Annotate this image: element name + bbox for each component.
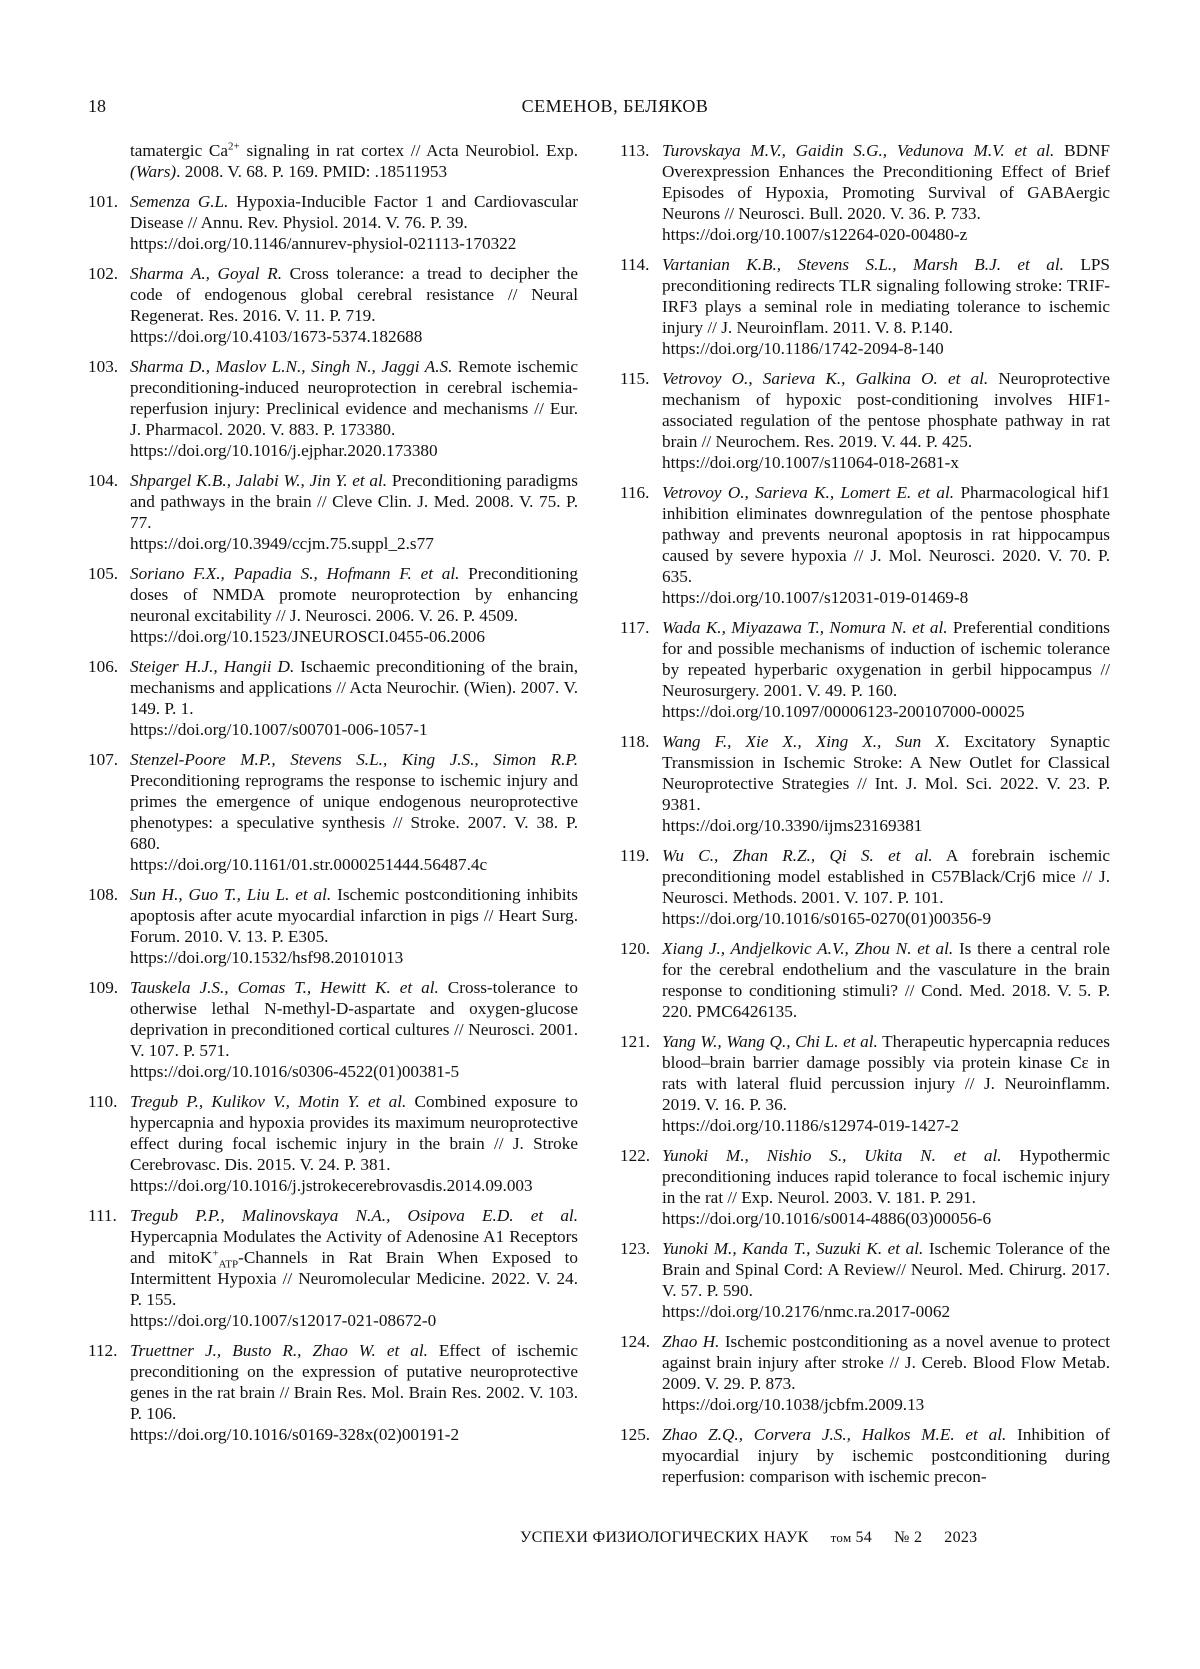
- ref-doi-link[interactable]: https://doi.org/10.1532/hsf98.20101013: [130, 948, 404, 967]
- reference-item: [88, 749, 578, 875]
- ref-number: 110.: [88, 1092, 118, 1111]
- ref-text: A forebrain ischemic preconditioning model established in C57Black/Crj6 mice // J. Neurosci. Methods. 2001. V. 107. P. 101.: [662, 846, 1110, 907]
- reference-item: [88, 191, 578, 254]
- ref-text: Ischaemic preconditioning of the brain, mechanisms and applications // Acta Neurochir. (Wien). 2007. V. 149. P. 1.: [130, 657, 578, 718]
- ref-doi-link[interactable]: https://doi.org/10.1016/s0306-4522(01)00381-5: [130, 1062, 460, 1081]
- ref-text: Pharmacological hif1 inhibition eliminates downregulation of the pentose phosphate pathway and prevents neuronal apoptosis in rat hippocampus caused by severe hypoxia // J. Mol. Neurosci. 2020. V. 70. P. 635.: [662, 483, 1110, 586]
- ref-number: 115.: [620, 369, 650, 388]
- reference-item: [620, 938, 1110, 1022]
- reference-item: [620, 1238, 1110, 1322]
- ref-number: 118.: [620, 732, 650, 751]
- ref-authors: Stenzel-Poore M.P., Stevens S.L., King J.S., Simon R.P.: [130, 750, 578, 769]
- reference-item: [620, 254, 1110, 359]
- ref-doi-link[interactable]: https://doi.org/10.1007/s12031-019-01469-8: [662, 588, 969, 607]
- ref-number: 109.: [88, 978, 119, 997]
- ref-authors: Sharma D., Maslov L.N., Singh N., Jaggi A.S.: [130, 357, 453, 376]
- ref-authors: Wu C., Zhan R.Z., Qi S. et al.: [662, 846, 933, 865]
- footer-volume: 54: [855, 1529, 873, 1546]
- ref-number: 119.: [620, 846, 650, 865]
- ref-doi-link[interactable]: https://doi.org/10.1007/s12264-020-00480-z: [662, 225, 968, 244]
- footer-issue: № 2: [894, 1529, 923, 1546]
- ref-doi-link[interactable]: https://doi.org/10.1038/jcbfm.2009.13: [662, 1395, 925, 1414]
- right-column: [620, 140, 1110, 1496]
- ref-text: Hypothermic preconditioning induces rapid tolerance to focal ischemic injury in the rat // Exp. Neurol. 2003. V. 181. P. 291.: [662, 1146, 1110, 1207]
- ref-number: 124.: [620, 1332, 651, 1351]
- reference-item: [88, 1205, 578, 1331]
- ref-doi-link[interactable]: https://doi.org/10.1007/s11064-018-2681-x: [662, 453, 959, 472]
- ref-text: Preconditioning paradigms and pathways in the brain // Cleve Clin. J. Med. 2008. V. 75. P. 77.: [130, 471, 578, 532]
- ref-text: Excitatory Synaptic Transmission in Ischemic Stroke: A New Outlet for Classical Neuroprotective Strategies // Int. J. Mol. Sci. 2022. V. 23. P. 9381.: [662, 732, 1110, 814]
- ref-number: 125.: [620, 1425, 651, 1444]
- ref-text: Hypercapnia Modulates the Activity of Adenosine A1 Receptors and mitoK: [130, 1227, 578, 1267]
- ref-doi-link[interactable]: https://doi.org/10.3949/ccjm.75.suppl_2.s77: [130, 534, 434, 553]
- ref-text: Effect of ischemic preconditioning on the expression of putative neuroprotective genes in the rat brain // Brain Res. Mol. Brain Res. 2002. V. 103. P. 106.: [130, 1341, 578, 1423]
- footer-journal: УСПЕХИ ФИЗИОЛОГИЧЕСКИХ НАУК: [520, 1529, 809, 1546]
- ref-doi-link[interactable]: https://doi.org/10.1097/00006123-200107000-00025: [662, 702, 1025, 721]
- reference-item: [88, 884, 578, 968]
- ref-text: -Channels in Rat Brain When Exposed to Intermittent Hypoxia // Neuromolecular Medicine. 2022. V. 24. P. 155.: [130, 1248, 578, 1309]
- reference-item: [88, 356, 578, 461]
- ref-text: LPS preconditioning redirects TLR signaling following stroke: TRIF-IRF3 plays a seminal role in mediating tolerance to ischemic injury // J. Neuroinflam. 2011. V. 8. P.140.: [662, 255, 1110, 337]
- ref-authors: Tauskela J.S., Comas T., Hewitt K. et al.: [130, 978, 439, 997]
- ref-text: Is there a central role for the cerebral endothelium and the vasculature in the brain response to conditioning stimuli? // Cond. Med. 2018. V. 5. P. 220. PMC6426135.: [662, 939, 1110, 1021]
- ref-text: Remote ischemic preconditioning-induced neuroprotection in cerebral ischemia-reperfusion injury: Preclinical evidence and mechanisms // Eur. J. Pharmacol. 2020. V. 883. P. 173380.: [130, 357, 578, 439]
- ref-number: 116.: [620, 483, 650, 502]
- ref-authors: Turovskaya M.V., Gaidin S.G., Vedunova M.V. et al.: [662, 141, 1055, 160]
- reference-item: [88, 470, 578, 554]
- ref-text: BDNF Overexpression Enhances the Preconditioning Effect of Brief Episodes of Hypoxia, Promoting Survival of GABAergic Neurons // Neurosci. Bull. 2020. V. 36. P. 733.: [662, 141, 1110, 223]
- ref-text: Preferential conditions for and possible mechanisms of induction of ischemic tolerance by repeated hyperbaric oxygenation in gerbil hippocampus // Neurosurgery. 2001. V. 49. P. 160.: [662, 618, 1110, 700]
- reference-item: [620, 1031, 1110, 1136]
- reference-item: [620, 731, 1110, 836]
- ref-doi-link[interactable]: https://doi.org/10.1007/s00701-006-1057-1: [130, 720, 428, 739]
- page-number: 18: [88, 96, 106, 116]
- ref-number: 120.: [620, 939, 651, 958]
- ref-authors: Yunoki M., Nishio S., Ukita N. et al.: [662, 1146, 1002, 1165]
- ref-doi-link[interactable]: https://doi.org/10.2176/nmc.ra.2017-0062: [662, 1302, 951, 1321]
- ref-number: 103.: [88, 357, 119, 376]
- left-column: [88, 140, 578, 1454]
- ref-text: Combined exposure to hypercapnia and hypoxia provides its maximum neuroprotective effect during focal ischemic injury in the brain // J. Stroke Cerebrovasc. Dis. 2015. V. 24. P. 381.: [130, 1092, 578, 1174]
- ref-authors: Wang F., Xie X., Xing X., Sun X.: [662, 732, 951, 751]
- ref-authors: Vetrovoy O., Sarieva K., Galkina O. et al.: [662, 369, 989, 388]
- ref-authors: Tregub P., Kulikov V., Motin Y. et al.: [130, 1092, 407, 1111]
- ref-text: Ischemic postconditioning as a novel avenue to protect against brain injury after stroke // J. Cereb. Blood Flow Metab. 2009. V. 29. P. 873.: [662, 1332, 1110, 1393]
- ref-text: Neuroprotective mechanism of hypoxic post-conditioning involves HIF1-associated regulation of the pentose phosphate pathway in rat brain // Neurochem. Res. 2019. V. 44. P. 425.: [662, 369, 1110, 451]
- ref-text: signaling in rat cortex // Acta Neurobiol. Exp.: [239, 141, 578, 160]
- ref-doi-link[interactable]: https://doi.org/10.1016/s0169-328x(02)00191-2: [130, 1425, 460, 1444]
- reference-item: [620, 368, 1110, 473]
- ref-authors: Shpargel K.B., Jalabi W., Jin Y. et al.: [130, 471, 388, 490]
- ref-number: 107.: [88, 750, 119, 769]
- ref-authors: Soriano F.X., Papadia S., Hofmann F. et al.: [130, 564, 460, 583]
- ref-text: Cross tolerance: a tread to decipher the code of endogenous global cerebral resistance // Neural Regenerat. Res. 2016. V. 11. P. 719.: [130, 264, 578, 325]
- ref-doi-link[interactable]: https://doi.org/10.1146/annurev-physiol-021113-170322: [130, 234, 517, 253]
- reference-item: [620, 1424, 1110, 1487]
- ref-doi-link[interactable]: https://doi.org/10.1523/JNEUROSCI.0455-06.2006: [130, 627, 485, 646]
- subscript: ATP: [218, 1258, 239, 1271]
- reference-item: [88, 1340, 578, 1445]
- reference-item: [620, 845, 1110, 929]
- ref-number: 106.: [88, 657, 119, 676]
- ref-text: tamatergic Ca: [130, 141, 229, 160]
- ref-authors: Zhao Z.Q., Corvera J.S., Halkos M.E. et al.: [662, 1425, 1007, 1444]
- ref-number: 111.: [88, 1206, 117, 1225]
- superscript: +: [212, 1247, 219, 1260]
- reference-continued: [88, 140, 578, 182]
- ref-authors: Vetrovoy O., Sarieva K., Lomert E. et al.: [662, 483, 955, 502]
- ref-number: 123.: [620, 1239, 651, 1258]
- ref-authors: Sun H., Guo T., Liu L. et al.: [130, 885, 332, 904]
- ref-text: Inhibition of myocardial injury by ischemic postconditioning during reperfusion: comparison with ischemic precon-: [662, 1425, 1110, 1486]
- ref-authors: Sharma A., Goyal R.: [130, 264, 283, 283]
- ref-authors: Wada K., Miyazawa T., Nomura N. et al.: [662, 618, 948, 637]
- ref-text: Ischemic postconditioning inhibits apoptosis after acute myocardial infarction in pigs // Heart Surg. Forum. 2010. V. 13. P. E305.: [130, 885, 578, 946]
- ref-authors: Steiger H.J., Hangii D.: [130, 657, 295, 676]
- ref-text: Preconditioning doses of NMDA promote neuroprotection by enhancing neuronal excitability // J. Neurosci. 2006. V. 26. P. 4509.: [130, 564, 578, 625]
- running-title: СЕМЕНОВ, БЕЛЯКОВ: [521, 96, 709, 116]
- reference-item: [88, 977, 578, 1082]
- reference-item: [620, 1331, 1110, 1415]
- ref-text: Ischemic Tolerance of the Brain and Spinal Cord: A Review// Neurol. Med. Chirurg. 2017. V. 57. P. 590.: [662, 1239, 1111, 1300]
- reference-item: [88, 1091, 578, 1196]
- ref-number: 105.: [88, 564, 119, 583]
- ref-authors: Vartanian K.B., Stevens S.L., Marsh B.J. et al.: [662, 255, 1064, 274]
- ref-doi-link[interactable]: https://doi.org/10.3390/ijms23169381: [662, 816, 923, 835]
- reference-item: [88, 263, 578, 347]
- ref-text: Preconditioning reprograms the response to ischemic injury and primes the emergence of unique endogenous neuroprotective phenotypes: a speculative synthesis // Stroke. 2007. V. 38. P. 680.: [130, 771, 578, 853]
- ref-number: 102.: [88, 264, 119, 283]
- ref-text: Therapeutic hypercapnia reduces blood–brain barrier damage possibly via protein kinase Cε in rats with lateral fluid percussion injury // J. Neuroinflamm. 2019. V. 16. P. 36.: [662, 1032, 1110, 1114]
- ref-number: 122.: [620, 1146, 651, 1165]
- ref-number: 117.: [620, 618, 650, 637]
- ref-number: 108.: [88, 885, 119, 904]
- ref-authors: Xiang J., Andjelkovic A.V., Zhou N. et al.: [662, 939, 954, 958]
- reference-item: [620, 482, 1110, 608]
- ref-doi-link[interactable]: https://doi.org/10.1016/s0165-0270(01)00356-9: [662, 909, 992, 928]
- ref-number: 112.: [88, 1341, 118, 1360]
- ref-journal-italic: (Wars): [130, 162, 177, 181]
- ref-text: Cross-tolerance to otherwise lethal N-methyl-D-aspartate and oxygen-glucose deprivation in preconditioned cortical cultures // Neurosci. 2001. V. 107. P. 571.: [130, 978, 578, 1060]
- reference-item: [620, 617, 1110, 722]
- ref-number: 113.: [620, 141, 650, 160]
- ref-doi-link[interactable]: https://doi.org/10.4103/1673-5374.182688: [130, 327, 423, 346]
- ref-doi-link[interactable]: https://doi.org/10.1186/1742-2094-8-140: [662, 339, 944, 358]
- ref-authors: Tregub P.P., Malinovskaya N.A., Osipova E.D. et al.: [130, 1206, 578, 1225]
- ref-authors: Yang W., Wang Q., Chi L. et al.: [662, 1032, 878, 1051]
- reference-item: [620, 140, 1110, 245]
- journal-footer: [520, 1529, 977, 1547]
- reference-item: [88, 656, 578, 740]
- footer-year: 2023: [944, 1529, 978, 1546]
- reference-item: [88, 563, 578, 647]
- ref-number: 101.: [88, 192, 119, 211]
- ref-number: 104.: [88, 471, 119, 490]
- ref-authors: Semenza G.L.: [130, 192, 229, 211]
- ref-authors: Yunoki M., Kanda T., Suzuki K. et al.: [662, 1239, 924, 1258]
- ref-authors: Truettner J., Busto R., Zhao W. et al.: [130, 1341, 428, 1360]
- ref-number: 121.: [620, 1032, 651, 1051]
- ref-doi-link[interactable]: https://doi.org/10.1186/s12974-019-1427-2: [662, 1116, 959, 1135]
- superscript: 2+: [228, 140, 240, 153]
- ref-doi-link[interactable]: https://doi.org/10.1007/s12017-021-08672-0: [130, 1311, 437, 1330]
- ref-text: Hypoxia-Inducible Factor 1 and Cardiovascular Disease // Annu. Rev. Physiol. 2014. V. 76. P. 39.: [130, 192, 578, 232]
- reference-item: [620, 1145, 1110, 1229]
- ref-text: . 2008. V. 68. P. 169. PMID: .18511953: [176, 162, 448, 181]
- footer-volume-label: том: [830, 1530, 852, 1545]
- ref-number: 114.: [620, 255, 650, 274]
- ref-doi-link[interactable]: https://doi.org/10.1161/01.str.0000251444.56487.4c: [130, 855, 488, 874]
- ref-doi-link[interactable]: https://doi.org/10.1016/j.jstrokecerebrovasdis.2014.09.003: [130, 1176, 533, 1195]
- ref-authors: Zhao H.: [662, 1332, 720, 1351]
- ref-doi-link[interactable]: https://doi.org/10.1016/j.ejphar.2020.173380: [130, 441, 438, 460]
- ref-doi-link[interactable]: https://doi.org/10.1016/s0014-4886(03)00056-6: [662, 1209, 992, 1228]
